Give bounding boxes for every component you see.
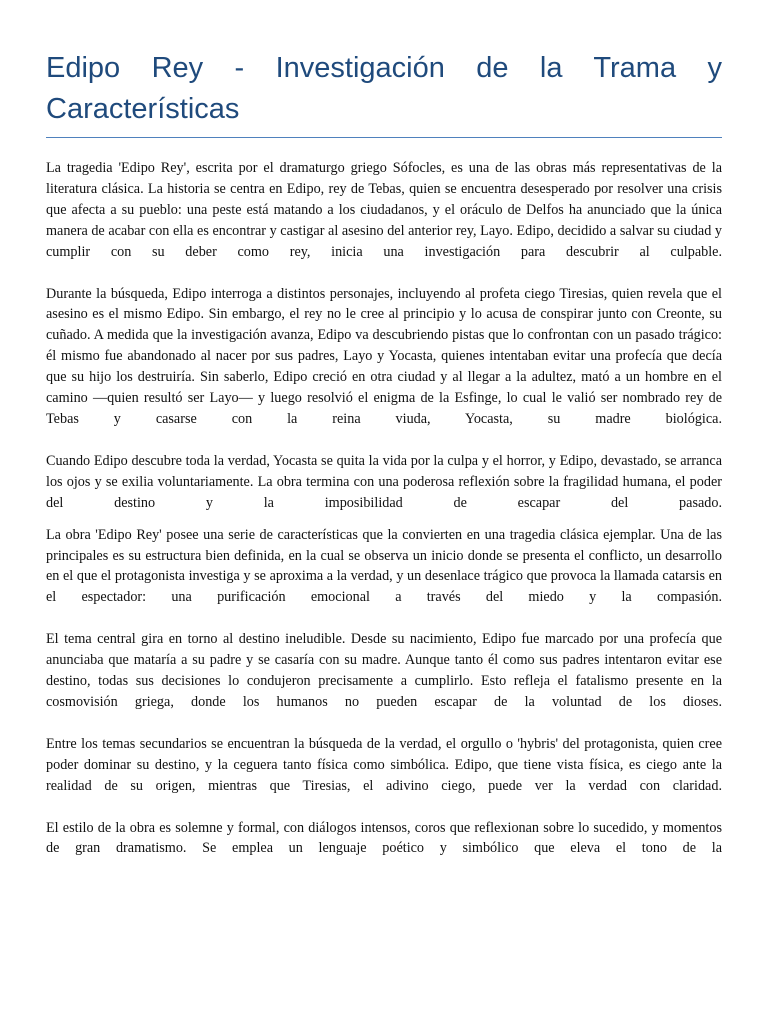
paragraph-ending: Cuando Edipo descubre toda la verdad, Yocasta se quita la vida por la culpa y el horror, y Edipo, devastado, se arranca los ojos y se exilia voluntariamente. La obra termina con una poderosa reflexión sobre la fragilidad humana, el poder del destino y la imposibilidad de escapar del pasado. [46, 452, 722, 511]
paragraph-secondary-themes: Entre los temas secundarios se encuentran la búsqueda de la verdad, el orgullo o 'hybris' del protagonista, quien cree poder dominar su destino, y la ceguera tanto física como simbólica. Edipo, que tiene vista física, es ciego ante la realidad de su origen, mientras que Tiresias, el adivino ciego, puede ver la verdad con claridad. [46, 735, 722, 794]
paragraph-investigation: Durante la búsqueda, Edipo interroga a distintos personajes, incluyendo al profeta ciego Tiresias, quien revela que el asesino es el mismo Edipo. Sin embargo, el rey no le cree al principio y lo acusa de conspirar junto con Creonte, su cuñado. A medida que la investigación avanza, Edipo va descubriendo pistas que lo confrontan con un pasado trágico: él mismo fue abandonado al nacer por sus padres, Layo y Yocasta, quienes intentaban evitar una profecía que decía que su hijo los destruiría. Sin saberlo, Edipo creció en otra ciudad y al llegar a la adultez, mató a un hombre en el camino —quien resultó ser Layo— y luego resolvió el enigma de la Esfinge, lo cual le valió ser nombrado rey de Tebas y casarse con la reina viuda, Yocasta, su madre biológica. [46, 285, 722, 427]
paragraph-central-theme: El tema central gira en torno al destino ineludible. Desde su nacimiento, Edipo fue marcado por una profecía que anunciaba que mataría a su padre y se casaría con su madre. Aunque tanto él como sus padres intentaron evitar ese destino, todas sus decisiones lo condujeron precisamente a cumplirlo. Esto refleja el fatalismo presente en la cosmovisión griega, donde los humanos no pueden escapar de la voluntad de los dioses. [46, 631, 722, 710]
paragraph-style: El estilo de la obra es solemne y formal, con diálogos intensos, coros que reflexionan sobre lo sucedido, y momentos de gran dramatismo. Se emplea un lenguaje poético y simbólico que eleva el tono de la [46, 819, 722, 857]
paragraph-plot-intro: La tragedia 'Edipo Rey', escrita por el dramaturgo griego Sófocles, es una de las obras más representativas de la literatura clásica. La historia se centra en Edipo, rey de Tebas, quien se encuentra desesperado por resolver una crisis que afecta a su pueblo: una peste está matando a los ciudadanos, y el oráculo de Delfos ha anunciado que la única manera de acabar con ella es encontrar y castigar al asesino del anterior rey, Layo. Edipo, decidido a salvar su ciudad y cumplir con su deber como rey, inicia una investigación para descubrir al culpable. [46, 160, 722, 260]
paragraph-characteristics: La obra 'Edipo Rey' posee una serie de características que la convierten en una tragedia clásica ejemplar. Una de las principales es su estructura bien definida, en la cual se observa un inicio donde se presenta el conflicto, un desarrollo en el que el protagonista investiga y se aproxima a la verdad, y un desenlace trágico que provoca la llamada catarsis en el espectador: una purificación emocional a través del miedo y la compasión. [46, 526, 722, 606]
document-body [46, 158, 722, 859]
document-title: Edipo Rey - Investigación de la Trama y Características [46, 48, 722, 138]
